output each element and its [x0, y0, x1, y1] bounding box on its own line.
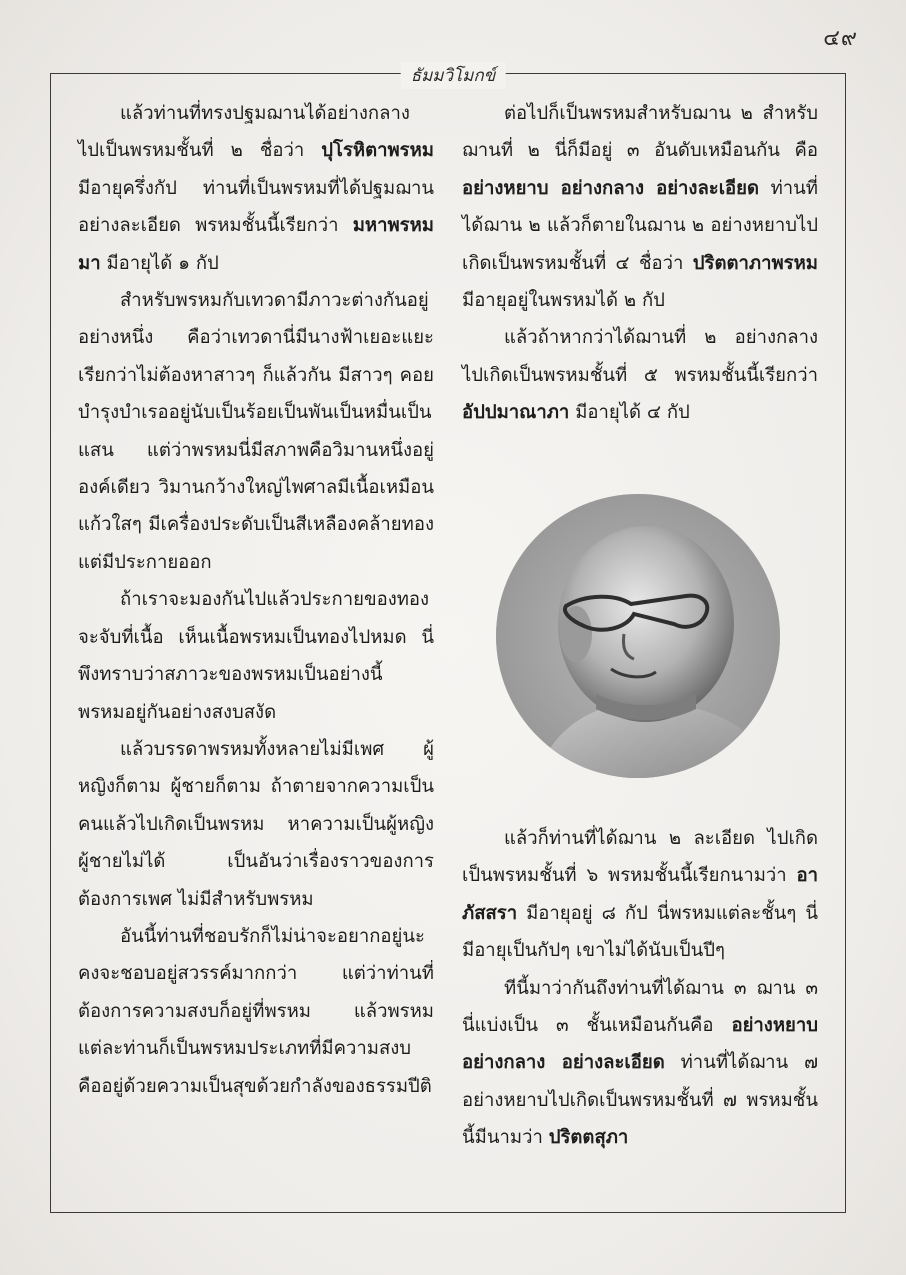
text-segment: มีอายุอยู่ ๘ กัป นี่พรหมแต่ละชั้นๆ นี่มีอายุเป็นกัปๆ เขาไม่ได้นับเป็นปีๆ	[462, 902, 818, 962]
right-paragraph-4	[462, 970, 818, 1157]
term-levels-3: อย่างหยาบ อย่างกลาง อย่างละเอียด	[462, 1015, 818, 1074]
term-levels: อย่างหยาบ อย่างกลาง อย่างละเอียด	[462, 177, 760, 199]
left-paragraph-2: สำหรับพรหมกับเทวดามีภาวะต่างกันอยู่อย่างหนึ่ง คือว่าเทวดานี่มีนางฟ้าเยอะแยะ เรียกว่าไม่ต้องหาสาวๆ ก็แล้วกัน มีสาวๆ คอยบำรุงบำเรออยู่นับเป็นร้อยเป็นพันเป็นหมื่นเป็นแสน แต่ว่าพรหมนี่มีสภาพคือวิมานหนึ่งอยู่องค์เดียว วิมานกว้างใหญ่ไพศาลมีเนื้อเหมือนแก้วใสๆ มีเครื่องประดับเป็นสีเหลืองคล้ายทองแต่มีประกายออก	[78, 290, 434, 573]
right-paragraph-3	[462, 820, 818, 970]
term-mahabrahma: มหาพรหมมา	[78, 215, 434, 274]
portrait-illustration	[496, 494, 780, 778]
left-paragraph-5: อันนี้ท่านที่ชอบรักก็ไม่น่าจะอยากอยู่นะ คงจะชอบอยู่สวรรค์มากกว่า แต่ว่าท่านที่ต้องการความสงบก็อยู่ที่พรหม แล้วพรหมแต่ละท่านก็เป็นพรหมประเภทที่มีความสงบ คืออยู่ด้วยความเป็นสุขด้วยกำลังของธรรมปีติ	[78, 925, 434, 1097]
term-abhassara: อาภัสสรา	[462, 865, 818, 924]
text-segment: มีอายุได้ ๔ กัป	[569, 402, 690, 424]
page-number: ๔๙	[823, 26, 858, 51]
text-segment: ต่อไปก็เป็นพรหมสำหรับฌาน ๒ สำหรับฌานที่ ๒ นี่ก็มีอยู่ ๓ อันดับเหมือนกัน คือ	[462, 103, 818, 162]
left-paragraph-4: แล้วบรรดาพรหมทั้งหลายไม่มีเพศ ผู้หญิงก็ตาม ผู้ชายก็ตาม ถ้าตายจากความเป็นคนแล้วไปเกิดเป็นพรหม หาความเป็นผู้หญิงผู้ชายไม่ได้ เป็นอันว่าเรื่องราวของการต้องการเพศ ไม่มีสำหรับพรหม	[78, 738, 434, 910]
right-column-bottom	[462, 820, 818, 1157]
left-column	[78, 95, 434, 1105]
right-paragraph-1	[462, 95, 818, 319]
text-segment: แล้วถ้าหากว่าได้ฌานที่ ๒ อย่างกลาง ไปเกิดเป็นพรหมชั้นที่ ๕ พรหมชั้นนี้เรียกว่า	[462, 327, 818, 386]
text-segment: แล้วก็ท่านที่ได้ฌาน ๒ ละเอียด ไปเกิดเป็นพรหมชั้นที่ ๖ พรหมชั้นนี้เรียกนามว่า	[462, 828, 818, 887]
term-parittasubha: ปริตตสุภา	[548, 1127, 629, 1149]
right-paragraph-2	[462, 319, 818, 431]
text-segment: แล้วท่านที่ทรงปฐมฌานได้อย่างกลาง ไปเป็นพรหมชั้นที่ ๒ ชื่อว่า	[78, 103, 410, 162]
text-segment: มีอายุอยู่ในพรหมได้ ๒ กัป	[462, 290, 665, 312]
right-column-top	[462, 95, 818, 432]
term-parittabha: ปริตตาภาพรหม	[692, 252, 818, 274]
text-segment: มีอายุได้ ๑ กัป	[100, 252, 219, 274]
monk-portrait-photo	[496, 494, 780, 778]
term-appamanabha: อัปปมาณาภา	[462, 402, 570, 424]
text-segment: ท่านที่ได้ฌาน ๒ แล้วก็ตายในฌาน ๒ อย่างหยาบไปเกิดเป็นพรหมชั้นที่ ๔ ชื่อว่า	[462, 177, 819, 274]
text-segment: ทีนี้มาว่ากันถึงท่านที่ได้ฌาน ๓ ฌาน ๓ นี่แบ่งเป็น ๓ ชั้นเหมือนกันคือ	[462, 977, 818, 1037]
text-segment: ท่านที่ได้ฌาน ๗ อย่างหยาบไปเกิดเป็นพรหมชั้นที่ ๗ พรหมชั้นนี้มีนามว่า	[462, 1052, 818, 1149]
text-segment: มีอายุครึ่งกัป ท่านที่เป็นพรหมที่ได้ปฐมฌานอย่างละเอียด พรหมชั้นนี้เรียกว่า	[78, 177, 434, 237]
left-paragraph-1	[78, 95, 434, 282]
term-purohita: ปุโรหิตาพรหม	[321, 140, 434, 162]
header-title: ธัมมวิโมกข์	[401, 62, 506, 89]
left-paragraph-3: ถ้าเราจะมองกันไปแล้วประกายของทองจะจับที่เนื้อ เห็นเนื้อพรหมเป็นทองไปหมด นี่พึงทราบว่าสภาวะของพรหมเป็นอย่างนี้ พรหมอยู่กันอย่างสงบสงัด	[78, 589, 434, 723]
